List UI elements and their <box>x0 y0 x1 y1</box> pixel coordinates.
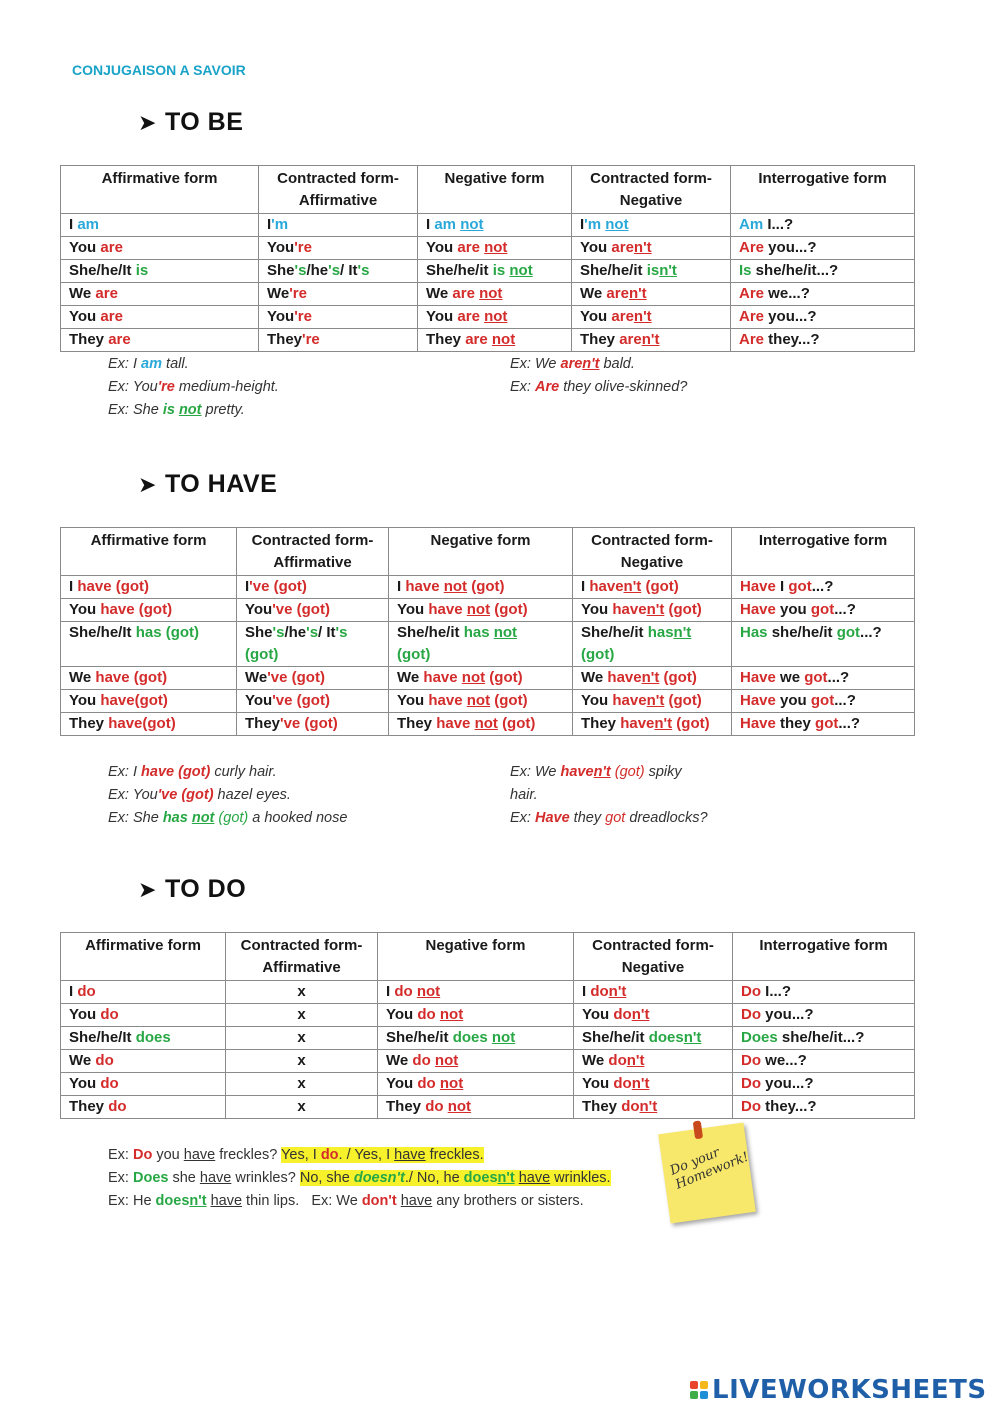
col-header: Contracted form- Affirmative <box>226 933 378 981</box>
col-header: Negative form <box>389 528 573 576</box>
to-have-table <box>60 527 915 736</box>
pushpin-icon <box>693 1120 703 1139</box>
example-line: Ex: We aren't bald. <box>510 356 635 372</box>
col-header: Affirmative form <box>61 166 259 214</box>
table-row: You have(got) You've (got) You have not (got) You haven't (got) Have you got...? <box>61 690 915 713</box>
liveworksheets-logo <box>690 1376 987 1404</box>
col-header: Affirmative form <box>61 933 226 981</box>
example-line: Ex: She has not (got) a hooked nose <box>108 810 348 826</box>
example-line: Ex: She is not pretty. <box>108 402 245 418</box>
section-to-have <box>138 470 277 499</box>
example-line: Ex: We haven't (got) spiky <box>510 764 682 780</box>
table-row: We have (got) We've (got) We have not (got) We haven't (got) Have we got...? <box>61 667 915 690</box>
table-header-row <box>61 166 915 214</box>
to-do-examples <box>108 1144 611 1213</box>
example-line: Ex: Have they got dreadlocks? <box>510 810 708 826</box>
table-row: They have(got) They've (got) They have not (got) They haven't (got) Have they got...? <box>61 713 915 736</box>
col-header: Interrogative form <box>732 528 915 576</box>
table-row: She/he/It is She's/he's/ It's She/he/it is not She/he/it isn't Is she/he/it...? <box>61 260 915 283</box>
table-row: They do x They do not They don't Do they...? <box>61 1096 915 1119</box>
table-row: You are You're You are not You aren't Are you...? <box>61 237 915 260</box>
arrow-icon: ➤ <box>138 877 157 902</box>
to-have-examples-left <box>108 761 347 830</box>
col-header: Negative form <box>418 166 572 214</box>
table-row: We are We're We are not We aren't Are we...? <box>61 283 915 306</box>
table-row: You do x You do not You don't Do you...? <box>61 1073 915 1096</box>
example-line: Ex: He doesn't have thin lips. Ex: We don't have any brothers or sisters. <box>108 1193 584 1209</box>
table-header-row <box>61 933 915 981</box>
example-line: Ex: You've (got) hazel eyes. <box>108 787 291 803</box>
table-row: She/he/It has (got) She's/he's/ It's (got) She/he/it has not (got) She/he/it hasn't (got) Has she/he/it got...? <box>61 622 915 667</box>
page-title: CONJUGAISON A SAVOIR <box>72 62 246 78</box>
table-row: You do x You do not You don't Do you...? <box>61 1004 915 1027</box>
example-line: Ex: Do you have freckles? Yes, I do. / Yes, I have freckles. <box>108 1147 484 1163</box>
col-header: Contracted form- Negative <box>572 166 731 214</box>
arrow-icon: ➤ <box>138 472 157 497</box>
table-row: They are They're They are not They aren't Are they...? <box>61 329 915 352</box>
example-line: Ex: Are they olive-skinned? <box>510 379 688 395</box>
col-header: Contracted form- Affirmative <box>259 166 418 214</box>
table-row: I am I'm I am not I'm not Am I...? <box>61 214 915 237</box>
section-title: TO HAVE <box>164 470 278 498</box>
to-have-examples-right <box>510 761 708 830</box>
col-header: Contracted form- Affirmative <box>237 528 389 576</box>
sticky-note-text: Do your Homework! <box>667 1145 752 1193</box>
to-do-table <box>60 932 915 1119</box>
logo-icon <box>690 1381 708 1399</box>
section-title: TO DO <box>164 875 247 903</box>
sticky-note <box>658 1122 756 1223</box>
table-row: We do x We do not We don't Do we...? <box>61 1050 915 1073</box>
example-line: Ex: I have (got) curly hair. <box>108 764 277 780</box>
example-line: Ex: Does she have wrinkles? No, she doesn't./ No, he doesn't have wrinkles. <box>108 1170 611 1186</box>
logo-text: LIVEWORKSHEETS <box>712 1375 987 1405</box>
to-be-examples-left <box>108 353 279 422</box>
table-row: You are You're You are not You aren't Are you...? <box>61 306 915 329</box>
col-header: Interrogative form <box>733 933 915 981</box>
example-line: Ex: You're medium-height. <box>108 379 279 395</box>
table-row: You have (got) You've (got) You have not (got) You haven't (got) Have you got...? <box>61 599 915 622</box>
col-header: Negative form <box>378 933 574 981</box>
example-line: Ex: I am tall. <box>108 356 189 372</box>
col-header: Contracted form- Negative <box>574 933 733 981</box>
example-line: hair. <box>510 787 538 803</box>
to-be-table <box>60 165 915 352</box>
col-header: Contracted form- Negative <box>573 528 732 576</box>
col-header: Affirmative form <box>61 528 237 576</box>
section-to-do <box>138 875 246 904</box>
to-be-examples-right <box>510 353 687 399</box>
section-to-be <box>138 108 243 137</box>
table-row: I do x I do not I don't Do I...? <box>61 981 915 1004</box>
col-header: Interrogative form <box>731 166 915 214</box>
arrow-icon: ➤ <box>138 110 157 135</box>
table-row: I have (got) I've (got) I have not (got) I haven't (got) Have I got...? <box>61 576 915 599</box>
section-title: TO BE <box>164 108 244 136</box>
table-row: She/he/It does x She/he/it does not She/he/it doesn't Does she/he/it...? <box>61 1027 915 1050</box>
table-header-row <box>61 528 915 576</box>
